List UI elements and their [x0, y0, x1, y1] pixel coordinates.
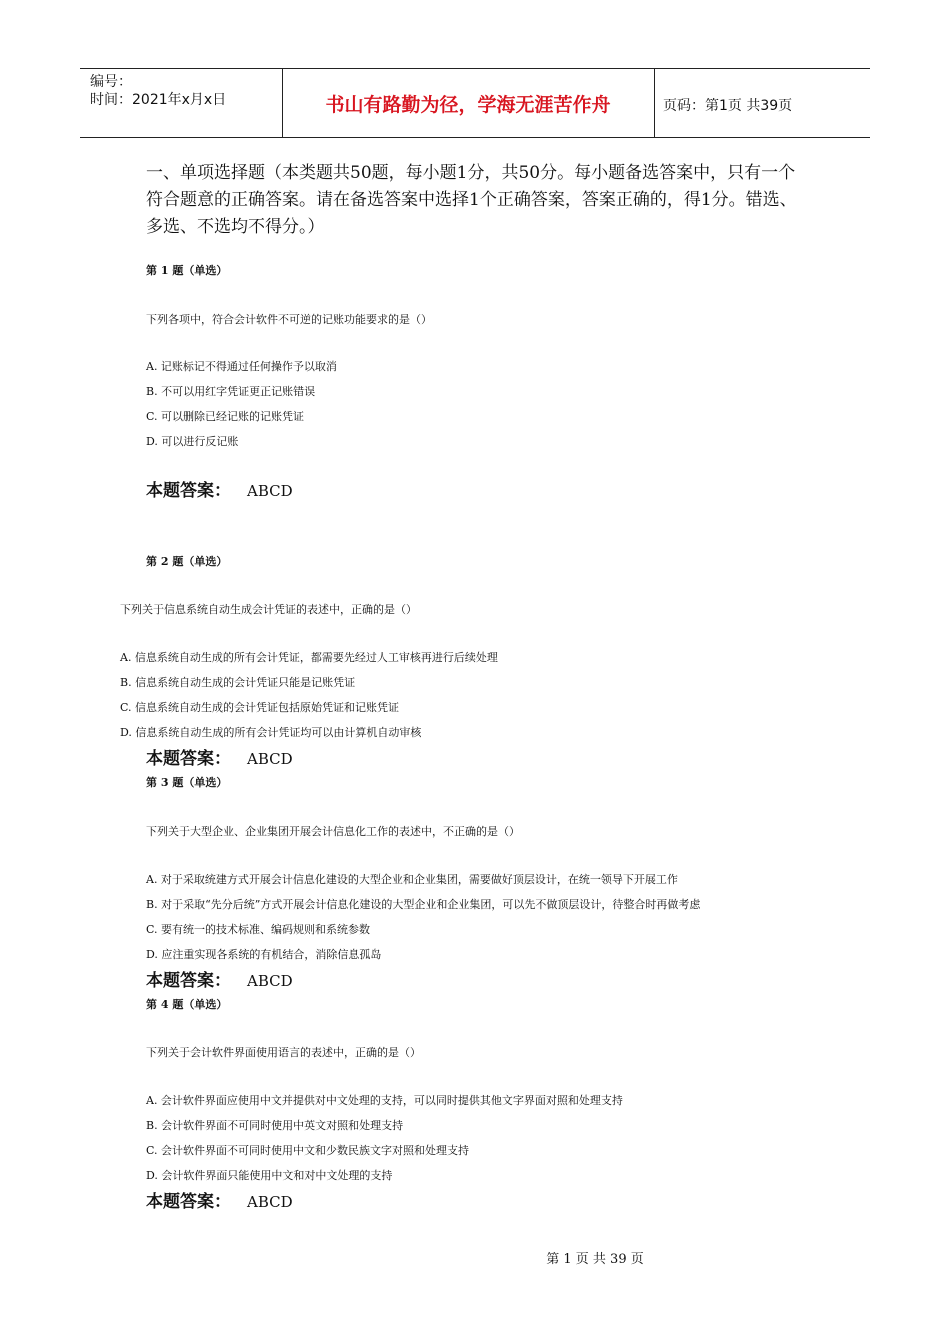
option-b: B. 对于采取“先分后统”方式开展会计信息化建设的大型企业和企业集团，可以先不做顶层设计，待整合时再做考虑 [146, 898, 701, 911]
answer-row [146, 966, 293, 991]
option-a: A. 会计软件界面应使用中文并提供对中文处理的支持，可以同时提供其他文字界面对照和处理支持 [146, 1094, 623, 1107]
page-header [80, 68, 870, 138]
option-a: A. 信息系统自动生成的所有会计凭证，都需要先经过人工审核再进行后续处理 [120, 651, 498, 664]
question-title: 第 3 题（单选） [146, 776, 228, 789]
question-title: 第 1 题（单选） [146, 264, 228, 277]
header-motto: 书山有路勤为径，学海无涯苦作舟 [282, 69, 655, 137]
answer-label: 本题答案： [146, 971, 231, 991]
question-title: 第 2 题（单选） [146, 555, 228, 568]
option-d: D. 应注重实现各系统的有机结合，消除信息孤岛 [146, 948, 382, 961]
question-stem: 下列各项中，符合会计软件不可逆的记账功能要求的是（） [146, 313, 432, 326]
option-c: C. 可以删除已经记账的记账凭证 [146, 410, 305, 423]
answer-row [146, 476, 293, 501]
section-intro: 一、单项选择题（本类题共50题，每小题1分，共50分。每小题备选答案中，只有一个符合题意的正确答案。请在备选答案中选择1个正确答案，答案正确的，得1分。错选、多选、不选均不得分。） [146, 163, 797, 237]
answer-value: ABCD [247, 750, 293, 768]
answer-label: 本题答案： [146, 1192, 231, 1212]
option-b: B. 会计软件界面不可同时使用中英文对照和处理支持 [146, 1119, 404, 1132]
answer-value: ABCD [247, 972, 293, 990]
document-time-label: 时间：2021年x月x日 [90, 92, 227, 108]
header-meta-cell [80, 69, 283, 137]
option-d: D. 可以进行反记账 [146, 435, 239, 448]
answer-label: 本题答案： [146, 481, 231, 501]
option-b: B. 信息系统自动生成的会计凭证只能是记账凭证 [120, 676, 356, 689]
option-c: C. 会计软件界面不可同时使用中文和少数民族文字对照和处理支持 [146, 1144, 470, 1157]
option-b: B. 不可以用红字凭证更正记账错误 [146, 385, 316, 398]
answer-value: ABCD [247, 482, 293, 500]
answer-label: 本题答案： [146, 749, 231, 769]
option-c: C. 信息系统自动生成的会计凭证包括原始凭证和记账凭证 [120, 701, 400, 714]
answer-row [146, 744, 293, 769]
question-stem: 下列关于信息系统自动生成会计凭证的表述中，正确的是（） [120, 603, 417, 616]
option-d: D. 会计软件界面只能使用中文和对中文处理的支持 [146, 1169, 393, 1182]
option-a: A. 对于采取统建方式开展会计信息化建设的大型企业和企业集团，需要做好顶层设计，在统一领导下开展工作 [146, 873, 678, 886]
header-page-label: 页码：第1页 共39页 [663, 98, 793, 114]
question-stem: 下列关于大型企业、企业集团开展会计信息化工作的表述中，不正确的是（） [146, 825, 520, 838]
option-d: D. 信息系统自动生成的所有会计凭证均可以由计算机自动审核 [120, 726, 422, 739]
option-c: C. 要有统一的技术标准、编码规则和系统参数 [146, 923, 371, 936]
answer-value: ABCD [247, 1193, 293, 1211]
question-title: 第 4 题（单选） [146, 998, 228, 1011]
answer-row [146, 1187, 293, 1212]
option-a: A. 记账标记不得通过任何操作予以取消 [146, 360, 337, 373]
document-number-label: 编号： [90, 74, 132, 90]
page-footer: 第 1 页 共 39 页 [546, 1252, 644, 1267]
question-stem: 下列关于会计软件界面使用语言的表述中，正确的是（） [146, 1046, 421, 1059]
